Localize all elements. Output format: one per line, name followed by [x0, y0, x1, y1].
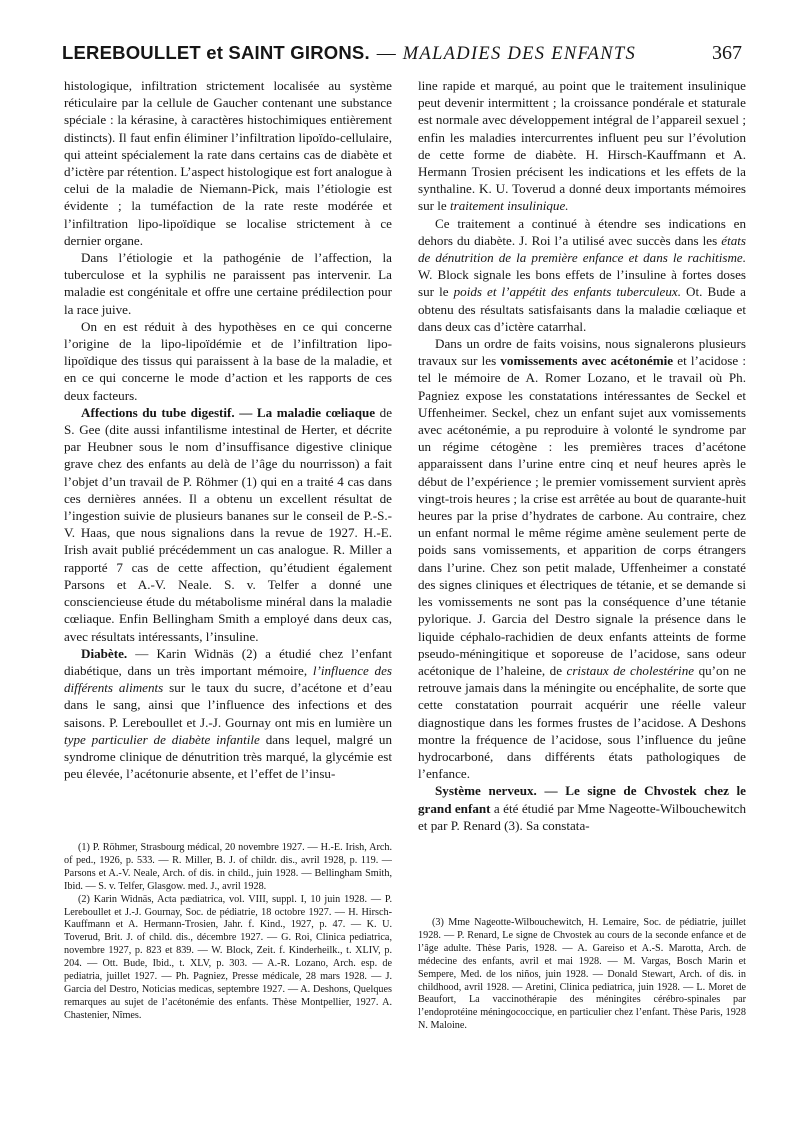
paragraph-hypotheses: On en est réduit à des hypothèses en ce qui concerne l’origine de la lipo-lipoïdémie et de l’infiltration lipo-lipoïdique des tissus qui paraissent à la base de la maladie, et en ce qui concerne le mode d’action et les rapports de ces deux facteurs. — [64, 318, 392, 403]
footnote-3: (3) Mme Nageotte-Wilbouchewitch, H. Lemaire, Soc. de pédiatrie, juillet 1928. — P. Renard, Le signe de Chvostek au cours de la seconde enfance et de l’âge adulte. Thèse Paris, 1928. — A. Gareiso et A.-S. Marotta, Arch. de médecine des enfants, avril et mai 1928. — M. Vargas, Bosch Marin et Semperе, Med. de los niños, juin 1928. — Donald Stewart, Arch. of dis. in childhood, avril 1928. — Aretini, Clinica pediatrica, juin 1928. — L. Moret de Beaufort, La vaccinothérapie des méningites cérébro-spinales par l’endoprotéine méningococcique, en particulier chez l’enfant. Thèse Paris, 1928 N. Maloine. — [418, 917, 746, 1032]
paragraph-diabetes-italic-a: l’influence des différents aliments — [64, 662, 392, 696]
paragraph-treatment-italic-b: poids et l’appétit des enfants tuberculeux. — [453, 284, 681, 300]
right-column — [418, 77, 746, 834]
paragraph-insulin — [418, 77, 746, 215]
paragraph-insulin-italic: traitement insulinique. — [450, 198, 569, 214]
paragraph-nervous-system-body: a été étudié par Mme Nageotte-Wilbouchewitch et par P. Renard (3). Sa constata- — [418, 800, 747, 833]
paragraph-nervous-system — [418, 782, 746, 834]
paragraph-acetonemia-italic: cristaux de cholestérine — [566, 662, 695, 678]
paragraph-acetonemia-text-a: Dans un ordre de faits voisins, nous signalerons plusieurs travaux sur les — [418, 336, 746, 369]
paragraph-diabetes-italic-b: type particulier de diabète infantile — [64, 731, 260, 747]
running-header — [62, 42, 742, 65]
paragraph-digestive-body: de S. Gee (dite aussi infantilisme intestinal de Herter, et décrite par Heubner sous le nom d’insuffisance digestive clinique grave chez des enfants au delà de l’âge du nourrisson) a fait l’objet d’un travail de P. Röhmer (1) qui en a traité 4 cas dans ces dernières années. Il a obtenu un excellent résultat de l’ingestion suivie de plusieurs bananes sur le conseil de P.-S.-V. Haas, que nous signalions dans la revue de 1927. H.-E. Irish avait publié précédemment un cas analogue. R. Miller a rapporté 7 cas de cette affection, qu’étudient également Parsons et A.-V. Neale. S. v. Telfer a donné une consciencieuse étude du métabolisme minéral dans la maladie cœliaque. Enfin Bellingham Smith a employé dans deux cas, avec résultats intéressants, l’insuline. — [64, 404, 393, 644]
section-heading-diabetes: Diabète. — [81, 645, 128, 661]
paragraph-insulin-text: line rapide et marqué, au point que le traitement insulinique peut devenir intermittent ; la croissance pondérale et staturale est normale avec développement intégral de l’appareil sexuel ; enfin les maladies intercurrentes influent peu sur l’évolution de cette forme de diabète. H. Hirsch-Kauffmann et A. Hermann Trosien précisent les indications et les effets de la synthaline. K. U. Toverud a donné deux importants mémoires sur le — [418, 78, 746, 214]
paragraph-treatment-text-a: Ce traitement a continué à étendre ses indications en dehors du diabète. J. Roi l’a utilisé avec succès dans les — [418, 215, 746, 248]
paragraph-treatment-text-c: Ot. Bude a obtenu des résultats satisfaisants dans la maladie cœliaque et dans deux cas d’ictère catarrhal. — [418, 284, 746, 334]
paragraph-diabetes-text-a: — Karin Widnäs (2) a étudié chez l’enfant diabétique, dans un très important mémoire, — [64, 645, 392, 678]
paragraph-acetonemia-bold: vomissements avec acétonémie — [500, 353, 674, 369]
paragraph-diabetes — [64, 645, 392, 783]
paragraph-treatment-italic-a: états de dénutrition de la première enfance et dans le rachitisme. — [418, 232, 746, 266]
header-dash: — — [376, 43, 396, 64]
paragraph-etiology: Dans l’étiologie et la pathogénie de l’affection, la tuberculose et la syphilis ne paraissent pas intervenir. La maladie est congénitale et offre une certaine prédilection pour la race juive. — [64, 250, 392, 317]
section-heading-nervous-system: Système nerveux. — Le signe de Chvostek chez le grand enfant — [418, 783, 746, 816]
footnotes-right — [418, 917, 746, 1033]
paragraph-diabetes-text-c: dans lequel, malgré un syndrome clinique de dénutrition très marqué, la glycémie est peu élevée, l’acétonurie absente, et l’effet de l’insu- — [64, 731, 393, 782]
left-column — [64, 77, 392, 782]
section-heading-digestive: Affections du tube digestif. — La maladie cœliaque — [81, 404, 376, 420]
paragraph-treatment-extension — [418, 215, 746, 335]
footnotes-left — [64, 842, 392, 1023]
header-authors: LEREBOULLET et SAINT GIRONS. — [62, 42, 370, 63]
paragraph-digestive — [64, 404, 392, 645]
paragraph-diabetes-text-b: sur le taux du sucre, d’acétone et d’eau dans le sang, ainsi que l’influence des infections et des saisons. P. Lereboullet et J.-J. Gournay ont mis en lumière un — [64, 680, 392, 730]
paragraph-acetonemia-text-c: qu’on ne retrouve jamais dans la méningite ou encéphalite, de sorte que cette constatation pourrait acquérir une réelle valeur diagnostique dans les formes frustes de l’acidose. A Deshons montre la fréquence de l’acidose, sous l’influence du jeûne hydrocarboné, dans différents états pathologiques de l’enfance. — [418, 662, 746, 782]
footnote-1: (1) P. Röhmer, Strasbourg médical, 20 novembre 1927. — H.-E. Irish, Arch. of ped., 1926, p. 533. — R. Miller, B. J. of childr. dis., avril 1928, p. 119. — Parsons et A.-V. Neale, Arch. of dis. in child., juin 1928. — Bellingham Smith, Ibid. — S. v. Telfer, Glasgow. med. J., avril 1928. — [64, 842, 392, 892]
paragraph-acetonemia-text-b: et l’acidose : tel le mémoire de A. Romer Lozano, et le travail où Ph. Pagniez expose les constatations intéressantes de Seckel et Uffenheimer. Seckel, chez un enfant sujet aux vomissements avec acétonémie, a pu reproduire à volonté le syndrome par un régime cétogène : les premières traces d’acétone apparaissent dans l’urine entre cinq et neuf heures après le début de l’expérience ; le premier vomissement survient après vingt-trois heures ; la crise est arrêtée au bout de quarante-huit heures par la prise d’hydrates de carbone. Au contraire, chez un enfant normal le même régime amène seulement perte de poids sans vomissements, et apparition de corps étrangers dans l’urine. Chez son petit malade, Uffenheimer a constaté des signes cliniques et électriques de tétanie, et se demande si les vomissements ne sont pas la conséquence d’une tétanie pylorique. J. Garcia del Destro signale la présence dans le liquide céphalo-rachidien de deux enfants atteints de forme pseudo-méningitique et soporeuse de l’acidose, sans odeur acétonique de l’haleine, de — [418, 353, 746, 678]
paragraph-gaucher-diagnosis: histologique, infiltration strictement localisée au système réticulaire par la cellule de Gaucher contenant une substance spéciale : la kérasine, à caractères histochimiques entièrement distincts). Il faut enfin éliminer l’infiltration lipoïdo-cellulaire, qui atteint spécialement la rate dans certains cas de diabète et d’ictère par rétention. L’aspect histologique est fort analogue à celui de la maladie de Niemann-Pick, mais l’étiologie est évidente ; la tuméfaction de la rate reste modérée et l’infiltration lipo-lipoïdique se localise strictement à ce dernier organe. — [64, 78, 392, 248]
header-journal-title: MALADIES DES ENFANTS — [402, 44, 637, 64]
paragraph-acetonemia — [418, 335, 746, 782]
paragraph-treatment-text-b: W. Block signale les bons effets de l’insuline à fortes doses sur le — [418, 267, 746, 300]
page-number: 367 — [712, 42, 742, 64]
footnote-2: (2) Karin Widnäs, Acta pædiatrica, vol. VIII, suppl. I, 10 juin 1928. — P. Lereboullet et J.-J. Gournay, Soc. de pédiatrie, 18 octobre 1927. — H. Hirsch-Kauffmann et A. Hermann-Trosien, Jahr. f. Kind., 1927, p. 47. — K. U. Toverud, Brit. J. of child. dis., décembre 1927. — G. Roi, Clinica pediatrica, novembre 1927, p. 823 et 839. — W. Block, Zeit. f. Kinderheilk., t. XLIV, p. 204. — Ott. Bude, Ibid., t. XLV, p. 303. — A.-R. Lozano, Arch. esp. de pediatria, juillet 1927. — Ph. Pagniez, Presse médicale, 28 mars 1928. — J. Garcia del Destro, Noticias medicas, septembre 1927. — A. Deshons, Quelques remarques au sujet de l’acétonémie des enfants. Thèse Montpellier, 1927. A. Chastenier, Nîmes. — [64, 893, 392, 1021]
